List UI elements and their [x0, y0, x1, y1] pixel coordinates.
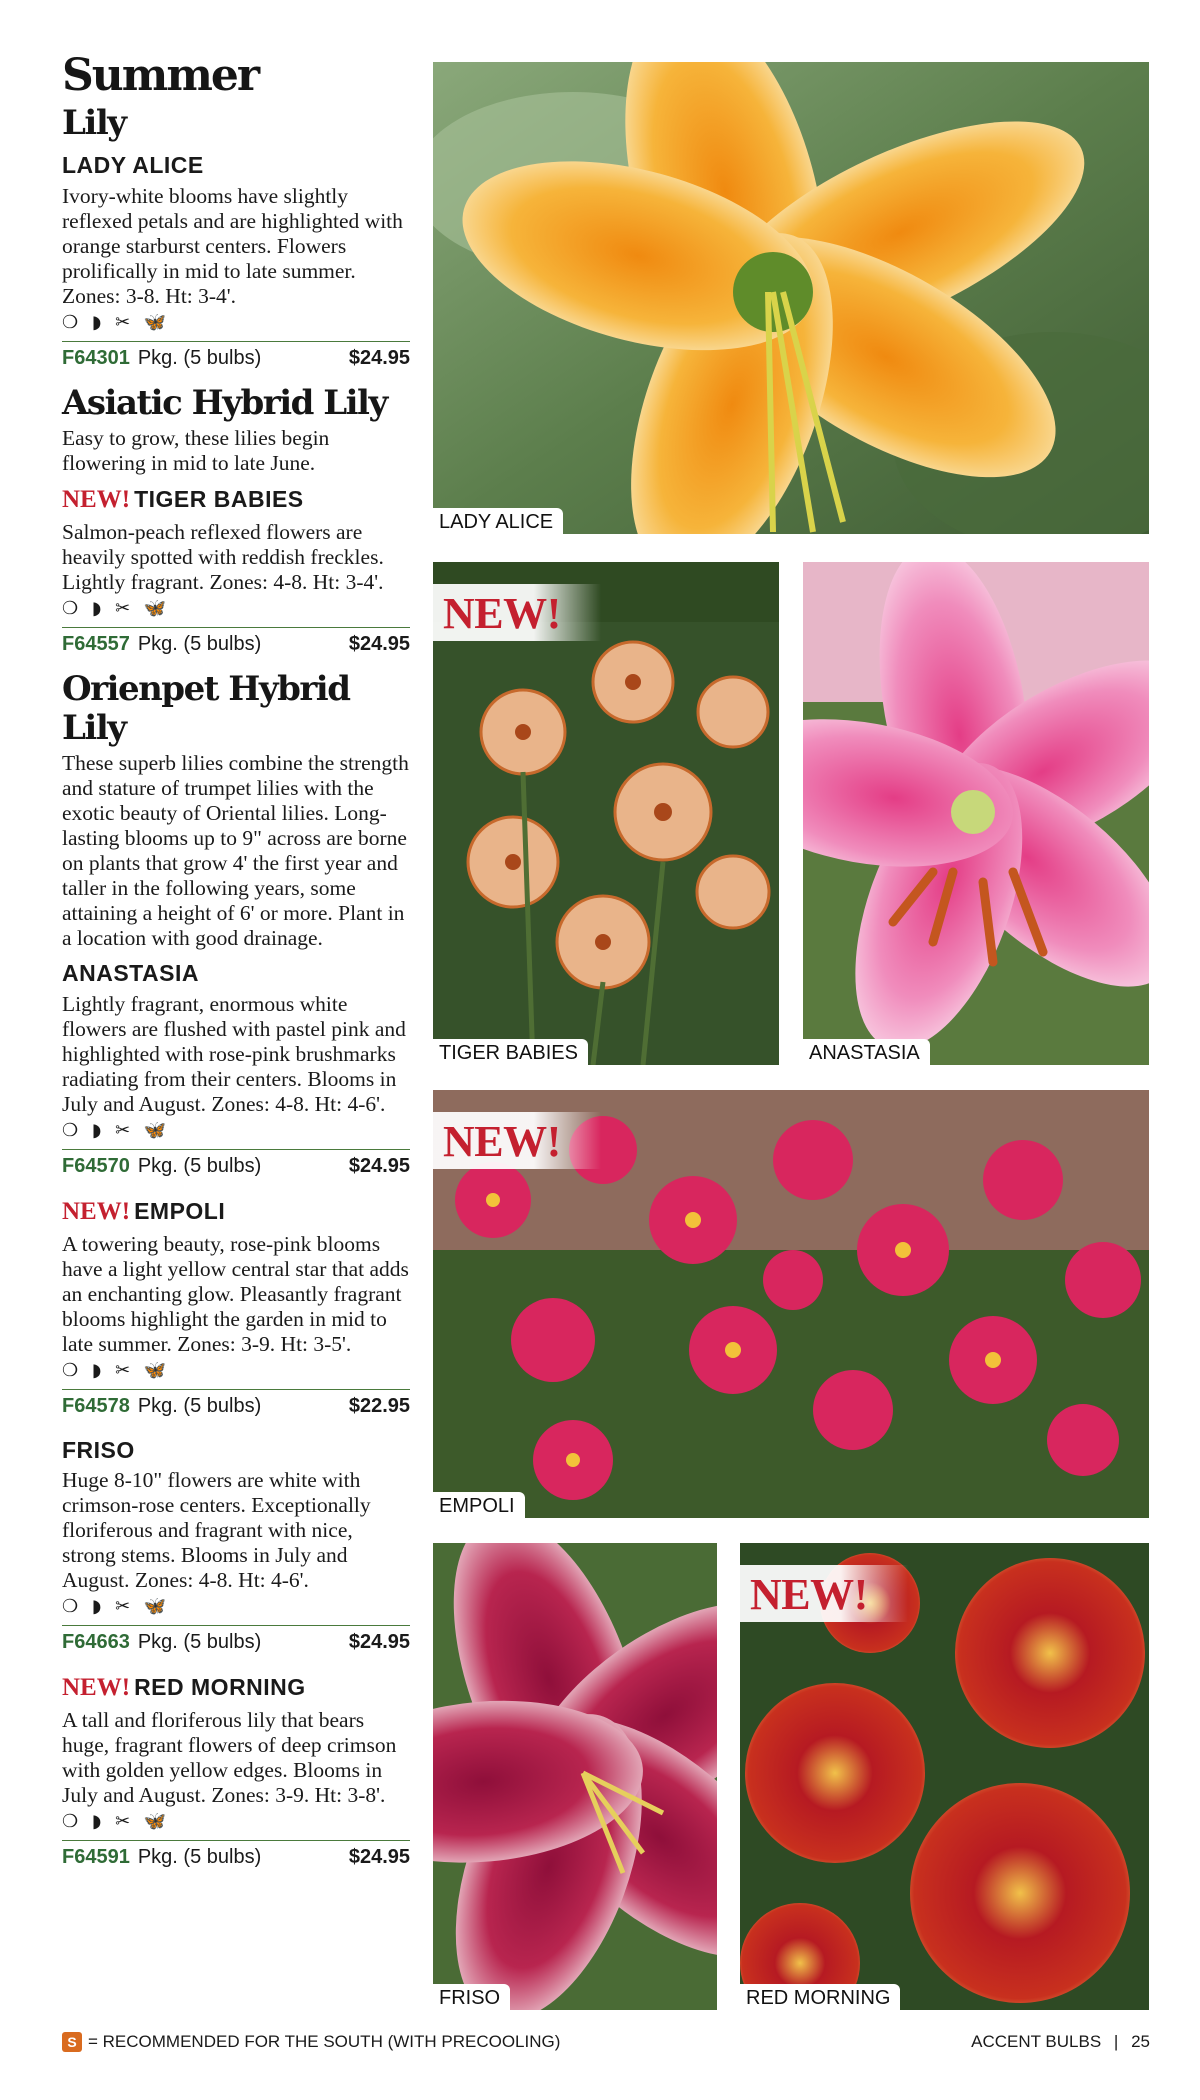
package-size: Pkg. (5 bulbs) — [137, 347, 262, 370]
crimson-white-lily-image — [433, 1543, 717, 2010]
new-badge: NEW! — [433, 1112, 601, 1169]
product-description: Huge 8-10" flowers are white with crimson-rose centers. Exceptionally floriferous and fragrant with nice, strong stems. Blooms in July and August. Zones: 4-8. Ht: 4-6'. ❍ ◗ ✂ 🦋 — [62, 1468, 371, 1618]
product-red-morning — [62, 1672, 410, 1869]
growing-icons: ❍ ◗ ✂ 🦋 — [62, 312, 171, 334]
group-heading-asiatic: Asiatic Hybrid Lily — [62, 383, 387, 424]
photo-empoli[interactable] — [433, 1090, 1149, 1518]
new-label: NEW! — [62, 1674, 131, 1702]
price: $24.95 — [348, 347, 410, 370]
photo-anastasia[interactable] — [803, 562, 1149, 1065]
product-description: Ivory-white blooms have slightly reflexed petals and are highlighted with orange starburst centers. Flowers prolifically in mid to late summer. Zones: 3-8. Ht: 3-4'. ❍ ◗ ✂ 🦋 — [62, 184, 403, 334]
product-friso — [62, 1436, 410, 1655]
footer-separator: | — [1113, 2032, 1119, 2051]
growing-icons: ❍ ◗ ✂ 🦋 — [62, 597, 171, 619]
new-badge: NEW! — [433, 584, 601, 641]
product-tiger-babies — [62, 484, 410, 656]
group-heading-lily: Lily — [62, 103, 126, 144]
growing-icons: ❍ ◗ ✂ 🦋 — [62, 1596, 171, 1618]
sku: F64301 — [62, 347, 130, 370]
price: $24.95 — [348, 1155, 410, 1178]
price: $24.95 — [348, 1845, 410, 1868]
product-description: A tall and floriferous lily that bears huge, fragrant flowers of deep crimson with golden yellow edges. Blooms in July and August. Zones: 3-9. Ht: 3-8'. ❍ ◗ ✂ 🦋 — [62, 1707, 397, 1832]
package-size: Pkg. (5 bulbs) — [137, 632, 262, 655]
product-name: ANASTASIA — [62, 960, 199, 987]
photo-tiger-babies[interactable] — [433, 562, 779, 1065]
new-label: NEW! — [62, 1198, 131, 1226]
sku: F64570 — [62, 1155, 130, 1178]
product-name: NEW! EMPOLI — [62, 1198, 226, 1226]
sku: F64591 — [62, 1845, 130, 1868]
growing-icons: ❍ ◗ ✂ 🦋 — [62, 1120, 171, 1142]
product-name: NEW! TIGER BABIES — [62, 486, 304, 514]
order-row[interactable] — [62, 1840, 410, 1869]
sku: F64578 — [62, 1394, 130, 1417]
order-row[interactable] — [62, 1625, 410, 1654]
page-footer — [971, 2032, 1150, 2052]
growing-icons: ❍ ◗ ✂ 🦋 — [62, 1359, 171, 1381]
photo-friso[interactable] — [433, 1543, 717, 2010]
photo-caption: EMPOLI — [433, 1492, 525, 1518]
package-size: Pkg. (5 bulbs) — [137, 1845, 262, 1868]
pink-lily-image — [803, 562, 1149, 1065]
photo-caption: ANASTASIA — [803, 1039, 930, 1065]
growing-icons: ❍ ◗ ✂ 🦋 — [62, 1810, 171, 1832]
photo-caption: LADY ALICE — [433, 508, 563, 534]
order-row[interactable] — [62, 1389, 410, 1418]
section-title: Summer — [62, 50, 259, 101]
lily-flower-image — [433, 62, 1149, 534]
product-text-column — [62, 52, 410, 1869]
sku: F64557 — [62, 632, 130, 655]
photo-caption: FRISO — [433, 1984, 510, 2010]
package-size: Pkg. (5 bulbs) — [137, 1631, 262, 1654]
footer-legend — [62, 2032, 560, 2052]
price: $22.95 — [348, 1394, 410, 1417]
product-name: NEW! RED MORNING — [62, 1674, 306, 1702]
page-number: 25 — [1131, 2032, 1150, 2051]
south-badge-icon: S — [62, 2032, 82, 2052]
photo-lady-alice[interactable] — [433, 62, 1149, 534]
price: $24.95 — [348, 632, 410, 655]
photo-caption: RED MORNING — [740, 1984, 900, 2010]
product-description: A towering beauty, rose-pink blooms have a light yellow central star that adds an enchanting glow. Pleasantly fragrant blooms highlight the garden in mid to late summer. Zones: 3-9. Ht: 3-5'. ❍ ◗ ✂ 🦋 — [62, 1231, 409, 1381]
price: $24.95 — [348, 1631, 410, 1654]
order-row[interactable] — [62, 1149, 410, 1178]
photo-red-morning[interactable] — [740, 1543, 1149, 2010]
package-size: Pkg. (5 bulbs) — [137, 1394, 262, 1417]
product-lady-alice — [62, 151, 410, 370]
group-heading-orienpet: Orienpet Hybrid Lily — [62, 668, 350, 749]
group-intro: Easy to grow, these lilies begin flowering in mid to late June. — [62, 426, 330, 476]
product-anastasia — [62, 959, 410, 1178]
group-intro: These superb lilies combine the strength and stature of trumpet lilies with the exotic beauty of Oriental lilies. Long-lasting blooms up to 9" across are borne on plants that grow 4' the first year and taller in the following years, some attaining a height of 6' or more. Plant in a location with good drainage. — [62, 751, 409, 951]
package-size: Pkg. (5 bulbs) — [137, 1155, 262, 1178]
order-row[interactable] — [62, 341, 410, 370]
new-badge: NEW! — [740, 1565, 908, 1622]
product-description: Lightly fragrant, enormous white flowers are flushed with pastel pink and highlighted with rose-pink brushmarks radiating from their centers. Blooms in July and August. Zones: 4-8. Ht: 4-6'. ❍ ◗ ✂ 🦋 — [62, 992, 406, 1142]
product-empoli — [62, 1196, 410, 1418]
photo-caption: TIGER BABIES — [433, 1039, 588, 1065]
section-name: ACCENT BULBS — [971, 2032, 1102, 2051]
legend-text: = RECOMMENDED FOR THE SOUTH (WITH PRECOOLING) — [88, 2032, 561, 2051]
product-description: Salmon-peach reflexed flowers are heavily spotted with reddish freckles. Lightly fragrant. Zones: 4-8. Ht: 3-4'. ❍ ◗ ✂ 🦋 — [62, 519, 384, 619]
product-name: LADY ALICE — [62, 152, 204, 179]
order-row[interactable] — [62, 627, 410, 656]
new-label: NEW! — [62, 486, 131, 514]
sku: F64663 — [62, 1631, 130, 1654]
product-name: FRISO — [62, 1436, 135, 1463]
